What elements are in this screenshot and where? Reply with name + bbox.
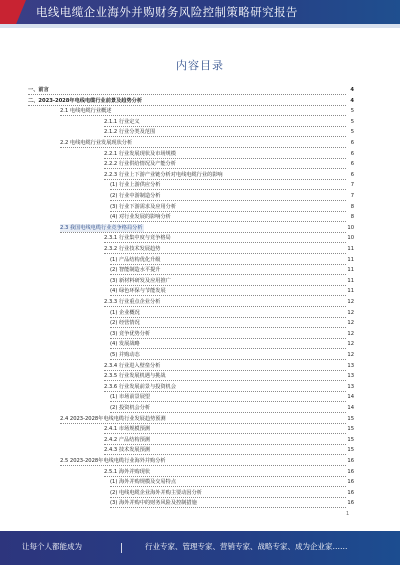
toc-entry[interactable] [0,139,400,147]
toc-entry-label: (1) 行业上游供应分析 [110,182,161,189]
toc-entry-label: 二、2023-2028年电线电缆行业前景及趋势分析 [28,97,143,104]
toc-page-number: 16 [344,489,354,497]
toc-dot-leader [110,319,346,328]
page-header [0,0,400,28]
toc-entry-label: 2.5.1 海外并购现状 [104,468,150,475]
toc-entry-label: (4) 发展战略 [110,341,140,348]
toc-entry[interactable] [0,446,400,454]
toc-entry[interactable] [0,171,400,179]
toc-entry-label: (2) 投资机会分析 [110,405,151,411]
toc-entry-label: 2.4.2 产品结构预测 [104,436,150,443]
toc-page-number: 15 [344,415,354,423]
toc-entry-label: 2.3.6 行业发展前景与投资机会 [104,383,176,390]
toc-page-number: 11 [344,256,354,264]
toc-page-number: 14 [344,404,354,412]
toc-page-number: 6 [344,171,354,179]
toc-entry-label: 2.2.2 行业供给情况及产能分析 [104,161,176,168]
toc-entry[interactable] [0,118,400,126]
toc-entry[interactable] [0,266,400,274]
toc-page-number: 15 [344,446,354,454]
toc-entry-label: (2) 智能制造水平提升 [110,267,161,274]
toc-entry-label: 2.2.1 行业发展现状及市场规模 [104,150,176,157]
toc-entry[interactable] [0,362,400,370]
toc-page-number: 12 [344,330,354,338]
toc-entry-label: 2.3.5 行业发展机遇与挑战 [104,373,166,380]
toc-entry[interactable] [0,372,400,380]
toc-entry[interactable] [0,404,400,412]
toc-page-number: 11 [344,266,354,274]
toc-entry[interactable] [0,107,400,115]
toc-page-number: 12 [344,340,354,348]
toc-page-number: 4 [344,86,354,94]
toc-page-number: 11 [344,277,354,285]
toc-entry[interactable] [0,287,400,295]
toc-entry-label: (2) 行业中游制造分析 [110,193,161,199]
toc-entry[interactable] [0,351,400,359]
toc-entry[interactable] [0,277,400,285]
toc-entry-label: 2.3.4 行业进入壁垒分析 [104,362,161,369]
page-footer [0,531,400,565]
toc-page-number: 12 [344,351,354,359]
toc-page-number: 16 [344,478,354,486]
toc-entry-label: (4) 绿色环保与节能发展 [110,288,166,295]
footer-slogan-right: 行业专家、管理专家、营销专家、战略专家、成为企业家…… [145,542,348,551]
toc-entry-label: 2.2.3 行业上下游产业链分析对电线电缆行业的影响 [104,171,223,178]
toc-entry-label: (3) 竞争优势分析 [110,330,151,337]
toc-page-number: 12 [344,309,354,317]
toc-entry[interactable] [0,224,400,232]
toc-entry-label: (1) 海外并购规模及交易特点 [110,479,177,486]
toc-entry[interactable] [0,383,400,391]
toc-entry-label: 2.4 2023-2028年电线电缆行业发展趋势预测 [60,415,166,422]
toc-entry-label: (5) 并购动态 [110,352,140,358]
toc-entry[interactable] [0,393,400,401]
toc-page-number: 14 [344,393,354,401]
toc-entry-label: (1) 市场前景展望 [110,394,151,401]
toc-entry-label: 2.4.1 市场规模预测 [104,426,150,433]
toc-entry-label: (1) 企业概况 [110,309,140,316]
toc-dot-leader [28,86,346,95]
toc-entry-label: 2.4.3 技术发展预测 [104,447,150,454]
toc-page-number: 13 [344,362,354,370]
toc-entry[interactable] [0,309,400,317]
toc-entry-label: (2) 电线电缆企业海外并购主要动因分析 [110,489,202,496]
toc-entry[interactable] [0,97,400,105]
toc-entry-label: 2.5 2023-2028年电线电缆行业海外并购分析 [60,458,166,464]
toc-entry-label: 2.3.3 行业重点企业分析 [104,299,161,305]
toc-entry[interactable] [0,499,400,507]
toc-entry[interactable] [0,86,400,94]
toc-entry[interactable] [0,234,400,242]
toc-page-number: 15 [344,436,354,444]
toc-dot-leader [110,351,346,360]
report-title: 电线电缆企业海外并购财务风险控制策略研究报告 [36,5,298,19]
toc-entry[interactable] [0,478,400,486]
toc-entry[interactable] [0,489,400,497]
toc-entry[interactable] [0,245,400,253]
toc-entry[interactable] [0,203,400,211]
toc-page-number: 5 [344,128,354,136]
toc-entry-label: 2.3.1 行业集中度与竞争格局 [104,235,171,242]
toc-entry[interactable] [0,319,400,327]
toc-page-number: 6 [344,160,354,168]
toc-entry[interactable] [0,256,400,264]
toc-entry[interactable] [0,415,400,423]
toc-entry-label: 2.1.1 行业定义 [104,118,140,125]
toc-heading: 内容目录 [176,59,224,72]
toc-page-number: 8 [344,203,354,211]
toc-page-number: 12 [344,298,354,306]
toc-page-number: 10 [344,234,354,242]
toc-page-number: 16 [344,499,354,507]
toc-entry-label: 2.2 电线电缆行业发展现状分析 [60,140,133,146]
toc-entry[interactable] [0,150,400,158]
toc-entry[interactable] [0,457,400,465]
footer-slogan-left: 让每个人都能成为 [22,542,82,551]
toc-entry-label: (3) 海外并购中的财务风险及控制措施 [110,500,197,507]
page-number: 1 [346,511,350,517]
toc-page-number: 8 [344,213,354,221]
toc-entry[interactable] [0,213,400,221]
toc-entry[interactable] [0,192,400,200]
toc-page-number: 16 [344,457,354,465]
toc-entry-label: 2.3.2 行业技术发展趋势 [104,246,161,252]
toc-page-number: 6 [344,139,354,147]
toc-entry-label: (3) 新材料研发及应用推广 [110,277,171,284]
toc-entry-label: 2.1.2 行业分类及范围 [104,129,156,136]
toc-entry-label: 2.1 电线电缆行业概述 [60,108,112,115]
toc-page-number: 5 [344,107,354,115]
toc-entry-label: 一、前言 [28,87,49,93]
toc-page-number: 5 [344,118,354,126]
toc-entry[interactable] [0,330,400,338]
toc-page-number: 13 [344,383,354,391]
toc-entry[interactable] [0,181,400,189]
toc-page-number: 7 [344,192,354,200]
footer-divider [121,543,122,553]
toc-page-number: 7 [344,181,354,189]
toc-entry-label: (3) 行业下游需求及应用分析 [110,203,177,210]
toc-page-number: 11 [344,245,354,253]
toc-entry-label: (1) 产品结构优化升级 [110,256,161,263]
toc-page-number: 13 [344,372,354,380]
toc-entry[interactable] [0,128,400,136]
toc-page-number: 10 [344,224,354,232]
toc-entry[interactable] [0,298,400,306]
toc-entry[interactable] [0,160,400,168]
toc-entry-label: 2.3 我国电线电缆行业竞争格局分析 [60,224,143,231]
toc-page-number: 12 [344,319,354,327]
toc-entry-label: (2) 经营情况 [110,320,140,327]
toc-entry[interactable] [0,468,400,476]
toc-entry[interactable] [0,436,400,444]
toc-page-number: 4 [344,97,354,105]
toc-page-number: 16 [344,468,354,476]
toc-dot-leader [110,309,346,318]
toc-page-number: 6 [344,150,354,158]
toc-page-number: 11 [344,287,354,295]
toc-page-number: 15 [344,425,354,433]
toc-entry-label: (4) 对行业发展的影响分析 [110,214,171,221]
toc-entry[interactable] [0,340,400,348]
toc-entry[interactable] [0,425,400,433]
toc-dot-leader [110,340,346,349]
